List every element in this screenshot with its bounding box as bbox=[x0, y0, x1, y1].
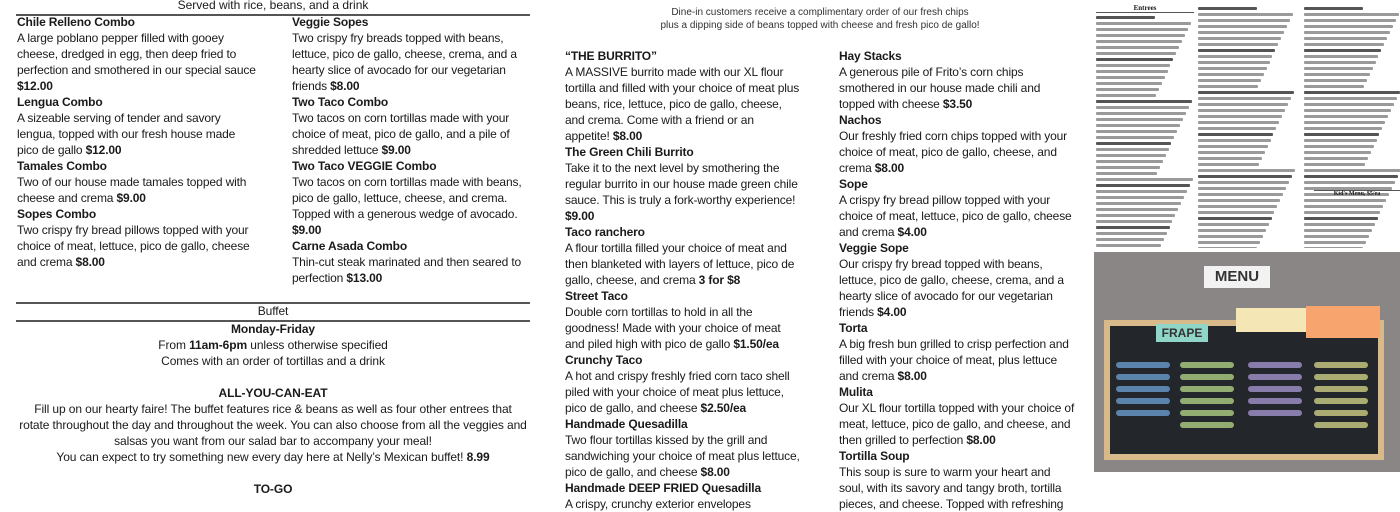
menu-item bbox=[292, 158, 528, 238]
thumb-text-line bbox=[1096, 184, 1190, 187]
item-price: $8.00 bbox=[75, 255, 105, 269]
menu-sign: MENU bbox=[1204, 266, 1270, 288]
thumb-text-line bbox=[1304, 151, 1371, 154]
thumb-text-line bbox=[1096, 94, 1156, 97]
thumb-text-line bbox=[1096, 82, 1162, 85]
buffet-heading: Buffet bbox=[257, 304, 289, 318]
thumb-text-line bbox=[1096, 34, 1185, 37]
item-name: Tortilla Soup bbox=[839, 449, 910, 463]
thumb-text-line bbox=[1096, 52, 1176, 55]
buffet-price: 8.99 bbox=[466, 450, 490, 464]
thumb-text-line bbox=[1304, 79, 1367, 82]
note-line-2: plus a dipping side of beans topped with cheese and fresh pico de gallo! bbox=[660, 20, 980, 31]
thumb-text-line bbox=[1096, 46, 1179, 49]
thumb-text-line bbox=[1304, 13, 1399, 16]
togo-title: TO-GO bbox=[253, 482, 293, 496]
item-name: Carne Asada Combo bbox=[292, 239, 408, 253]
thumb-text-line bbox=[1096, 238, 1164, 241]
thumb-kids-heading: Kid's Menu, $5/ea bbox=[1314, 190, 1400, 197]
thumb-text-line bbox=[1304, 115, 1388, 118]
item-name: Chile Relleno Combo bbox=[17, 15, 135, 29]
thumb-text-line bbox=[1198, 55, 1272, 58]
thumb-text-line bbox=[1198, 229, 1266, 232]
thumb-text-line bbox=[1304, 133, 1379, 136]
menu-item bbox=[839, 320, 1077, 384]
item-price: $9.00 bbox=[292, 223, 322, 237]
thumb-text-line bbox=[1304, 19, 1396, 22]
thumb-text-line bbox=[1096, 172, 1157, 175]
thumb-text-line bbox=[1096, 22, 1191, 25]
sodas-sign bbox=[1236, 308, 1306, 332]
smoothie-sign bbox=[1306, 306, 1380, 338]
item-description: A hot and crispy freshly fried corn taco shell piled with your choice of meat plus lettuce, pico de gallo, and cheese bbox=[565, 369, 790, 415]
thumb-text-line bbox=[1096, 154, 1166, 157]
chalk-list bbox=[1176, 356, 1238, 444]
thumb-text-line bbox=[1096, 160, 1163, 163]
thumb-column-2 bbox=[1198, 4, 1296, 248]
menu-thumbnails bbox=[1094, 0, 1400, 248]
item-price: $8.00 bbox=[966, 433, 996, 447]
item-price: $12.00 bbox=[85, 143, 122, 157]
item-description: A large poblano pepper filled with gooey cheese, dredged in egg, then deep fried to perfection and smothered in our special sauce bbox=[17, 31, 256, 77]
thumb-text-line bbox=[1198, 25, 1287, 28]
thumb-text-line bbox=[1096, 16, 1155, 19]
chalk-list bbox=[1310, 356, 1372, 444]
thumb-column-1 bbox=[1096, 4, 1194, 248]
item-price: $9.00 bbox=[116, 191, 146, 205]
menu-item bbox=[839, 48, 1077, 112]
menu-item bbox=[292, 94, 528, 158]
thumb-text-line bbox=[1304, 85, 1364, 88]
thumb-entrees-heading: Entrees bbox=[1096, 4, 1194, 13]
item-price: $3.50 bbox=[942, 97, 973, 111]
thumb-text-line bbox=[1096, 100, 1192, 103]
thumb-text-line bbox=[1096, 214, 1175, 217]
chalkboard-frame bbox=[1104, 320, 1384, 460]
thumb-text-line bbox=[1304, 73, 1370, 76]
item-price: $8.00 bbox=[612, 129, 643, 143]
thumb-text-line bbox=[1304, 31, 1390, 34]
item-description: Two tacos on corn tortillas made with your choice of meat, pico de gallo, and a pile of shredded lettuce bbox=[292, 111, 510, 157]
thumb-text-line bbox=[1198, 187, 1286, 190]
dine-in-note bbox=[555, 6, 1085, 32]
menu-item bbox=[565, 224, 801, 288]
item-description: Thin-cut steak marinated and then seared to perfection bbox=[292, 255, 522, 285]
thumb-text-line bbox=[1304, 97, 1397, 100]
thumb-text-line bbox=[1096, 226, 1170, 229]
thumb-text-line bbox=[1304, 199, 1386, 202]
thumb-text-line bbox=[1198, 169, 1295, 172]
item-description: A MASSIVE burrito made with our XL flour tortilla and filled with your choice of meat plus beans, rice, lettuce, pico de gallo, cheese, and crema. Come with a friend or an appetite! bbox=[565, 65, 800, 143]
item-price: $9.00 bbox=[381, 143, 411, 157]
menu-item bbox=[17, 206, 257, 270]
thumb-text-line bbox=[1198, 145, 1268, 148]
thumb-text-line bbox=[1304, 25, 1393, 28]
thumb-text-line bbox=[1198, 103, 1288, 106]
thumb-text-line bbox=[1198, 61, 1270, 64]
thumb-text-line bbox=[1096, 232, 1167, 235]
item-name: Street Taco bbox=[565, 289, 628, 303]
item-name: Lengua Combo bbox=[17, 95, 103, 109]
thumb-text-line bbox=[1304, 43, 1384, 46]
item-name: Veggie Sope bbox=[839, 241, 909, 255]
item-name: Handmade Quesadilla bbox=[565, 417, 688, 431]
item-name: Tamales Combo bbox=[17, 159, 107, 173]
buffet-hours: 11am-6pm bbox=[189, 338, 248, 352]
item-name: Sopes Combo bbox=[17, 207, 97, 221]
thumb-text-line bbox=[1198, 109, 1285, 112]
combos-column-2 bbox=[292, 14, 528, 286]
menu-item bbox=[565, 144, 801, 224]
item-name: Handmade DEEP FRIED Quesadilla bbox=[565, 481, 762, 495]
thumb-text-line bbox=[1304, 157, 1368, 160]
thumb-text-line bbox=[1198, 235, 1263, 238]
menu-item bbox=[565, 416, 801, 480]
thumb-text-line bbox=[1198, 217, 1272, 220]
thumb-text-line bbox=[1096, 178, 1193, 181]
menu-item bbox=[839, 112, 1077, 176]
thumb-text-line bbox=[1096, 112, 1186, 115]
item-price: $8.00 bbox=[330, 79, 360, 93]
thumb-text-line bbox=[1198, 85, 1258, 88]
thumb-text-line bbox=[1198, 211, 1274, 214]
item-description: A flour tortilla filled your choice of meat and then blanketed with layers of lettuce, pico de gallo, cheese, and crema bbox=[565, 241, 795, 287]
thumb-text-line bbox=[1096, 208, 1178, 211]
item-description: Take it to the next level by smothering the regular burrito in our house made green chile sauce. This is truly a fork-worthy experience! bbox=[565, 161, 798, 207]
ayce-text: Fill up on our hearty faire! The buffet features rice & beans as well as four other entrees that rotate throughout the day and throughout the week. You can also choose from all the veggies and salsas you want from our salad bar to accompany your meal! bbox=[19, 402, 527, 448]
item-description: A crispy, crunchy exterior envelopes bbox=[565, 497, 751, 511]
thumb-text-line bbox=[1096, 130, 1177, 133]
thumb-text-line bbox=[1198, 97, 1291, 100]
item-description: A big fresh bun grilled to crisp perfection and filled with your choice of meat, plus lettuce and crema bbox=[839, 337, 1069, 383]
thumb-text-line bbox=[1198, 181, 1289, 184]
menu-item bbox=[565, 480, 801, 512]
thumb-text-line bbox=[1198, 241, 1260, 244]
thumb-text-line bbox=[1198, 199, 1280, 202]
item-name: Two Taco Combo bbox=[292, 95, 389, 109]
thumb-text-line bbox=[1304, 7, 1363, 10]
menu-item bbox=[565, 288, 801, 352]
thumb-text-line bbox=[1304, 55, 1378, 58]
buffet-comes-with: Comes with an order of tortillas and a drink bbox=[161, 354, 385, 368]
thumb-text-line bbox=[1198, 139, 1271, 142]
item-name: Veggie Sopes bbox=[292, 15, 369, 29]
chalk-list bbox=[1244, 356, 1306, 444]
menu-item bbox=[17, 158, 257, 206]
item-name: Mulita bbox=[839, 385, 873, 399]
thumb-text-line bbox=[1198, 157, 1262, 160]
thumb-text-line bbox=[1198, 223, 1269, 226]
menu-item bbox=[839, 176, 1077, 240]
thumb-text-line bbox=[1304, 235, 1369, 238]
buffet-section bbox=[16, 321, 530, 497]
thumb-text-line bbox=[1198, 13, 1293, 16]
item-description: Double corn tortillas to hold in all the goodness! Made with your choice of meat and piled high with pico de gallo bbox=[565, 305, 781, 351]
menu-item bbox=[17, 14, 257, 94]
thumb-text-line bbox=[1304, 109, 1391, 112]
thumb-text-line bbox=[1096, 202, 1181, 205]
thumb-text-line bbox=[1198, 49, 1275, 52]
menu-item bbox=[17, 94, 257, 158]
thumb-text-line bbox=[1198, 79, 1261, 82]
thumb-text-line bbox=[1096, 190, 1187, 193]
expect-text: You can expect to try something new every day here at Nelly’s Mexican buffet! bbox=[56, 450, 467, 464]
thumb-text-line bbox=[1304, 61, 1376, 64]
thumb-text-line bbox=[1096, 244, 1161, 247]
item-price: 3 for $8 bbox=[698, 273, 741, 287]
item-description: A sizeable serving of tender and savory lengua, topped with our fresh house made pico de gallo bbox=[17, 111, 236, 157]
chalk-list bbox=[1112, 356, 1174, 444]
thumb-text-line bbox=[1304, 217, 1378, 220]
thumb-text-line bbox=[1304, 175, 1398, 178]
item-description: Two crispy fry bread pillows topped with your choice of meat, lettuce, pico de gallo, cheese and crema bbox=[17, 223, 250, 269]
item-description: Two crispy fry breads topped with beans, lettuce, pico de gallo, cheese, crema, and a hearty slice of avocado for our vegetarian friends bbox=[292, 31, 517, 93]
chalkboard bbox=[1110, 326, 1378, 454]
item-name: The Green Chili Burrito bbox=[565, 145, 694, 159]
menu-item bbox=[839, 448, 1077, 512]
item-price: $8.00 bbox=[700, 465, 730, 479]
thumb-text-line bbox=[1198, 247, 1257, 248]
item-description: Two of our house made tamales topped with cheese and crema bbox=[17, 175, 247, 205]
item-name: Nachos bbox=[839, 113, 882, 127]
menu-column-1 bbox=[565, 48, 801, 512]
thumb-text-line bbox=[1096, 196, 1184, 199]
item-price: $9.00 bbox=[565, 209, 595, 223]
thumb-text-line bbox=[1096, 118, 1183, 121]
thumb-text-line bbox=[1304, 67, 1373, 70]
menu-item bbox=[292, 238, 528, 286]
thumb-text-line bbox=[1096, 28, 1188, 31]
item-description: Our freshly fried corn chips topped with your choice of meat, pico de gallo, cheese, and crema bbox=[839, 129, 1068, 175]
menu-item bbox=[565, 48, 801, 144]
thumb-text-line bbox=[1096, 166, 1160, 169]
thumb-text-line bbox=[1304, 103, 1394, 106]
thumb-text-line bbox=[1096, 88, 1159, 91]
thumb-text-line bbox=[1198, 91, 1294, 94]
item-description: Our crispy fry bread topped with beans, lettuce, pico de gallo, cheese, crema, and a hearty slice of avocado for our vegetarian friends bbox=[839, 257, 1064, 319]
thumb-text-line bbox=[1096, 220, 1172, 223]
buffet-expect-line bbox=[16, 449, 530, 465]
item-name: “THE BURRITO” bbox=[565, 49, 657, 63]
thumb-text-line bbox=[1304, 229, 1372, 232]
thumb-text-line bbox=[1198, 31, 1284, 34]
menu-item bbox=[292, 14, 528, 94]
ayce-title: ALL-YOU-CAN-EAT bbox=[218, 386, 328, 400]
thumb-text-line bbox=[1304, 37, 1387, 40]
item-price: $12.00 bbox=[17, 79, 53, 93]
item-name: Two Taco VEGGIE Combo bbox=[292, 159, 437, 173]
thumb-text-line bbox=[1096, 58, 1173, 61]
item-name: Sope bbox=[839, 177, 868, 191]
thumb-text-line bbox=[1096, 106, 1189, 109]
thumb-text-line bbox=[1304, 241, 1366, 244]
thumb-text-line bbox=[1304, 247, 1363, 248]
item-name: Torta bbox=[839, 321, 868, 335]
item-name: Taco ranchero bbox=[565, 225, 645, 239]
thumb-text-line bbox=[1304, 169, 1400, 172]
thumb-text-line bbox=[1304, 205, 1383, 208]
menu-item bbox=[839, 384, 1077, 448]
thumb-text-line bbox=[1096, 70, 1168, 73]
thumb-text-line bbox=[1198, 121, 1279, 124]
thumb-text-line bbox=[1096, 148, 1169, 151]
item-name: Crunchy Taco bbox=[565, 353, 643, 367]
thumb-text-line bbox=[1304, 139, 1377, 142]
thumb-text-line bbox=[1198, 127, 1276, 130]
thumb-text-line bbox=[1096, 136, 1174, 139]
item-description: Two tacos on corn tortillas made with beans, pico de gallo, lettuce, cheese, and crema. Topped with a generous wedge of avocado. bbox=[292, 175, 522, 221]
thumb-text-line bbox=[1198, 67, 1267, 70]
thumb-text-line bbox=[1096, 76, 1165, 79]
thumb-text-line bbox=[1304, 121, 1385, 124]
thumb-text-line bbox=[1198, 205, 1277, 208]
thumb-text-line bbox=[1198, 175, 1292, 178]
thumb-text-line bbox=[1304, 49, 1381, 52]
thumb-text-line bbox=[1198, 163, 1259, 166]
thumb-text-line bbox=[1304, 127, 1382, 130]
thumb-text-line bbox=[1198, 37, 1281, 40]
hours-suffix: unless otherwise specified bbox=[247, 338, 388, 352]
item-description: Our XL flour tortilla topped with your choice of meat, lettuce, pico de gallo, and cheese, and then grilled to perfection bbox=[839, 401, 1075, 447]
thumb-text-line bbox=[1198, 19, 1290, 22]
frape-sign: FRAPE bbox=[1156, 324, 1208, 342]
item-name: Hay Stacks bbox=[839, 49, 902, 63]
item-description: A crispy fry bread pillow topped with your choice of meat, lettuce, pico de gallo, cheese and crema bbox=[839, 193, 1072, 239]
thumb-text-line bbox=[1198, 133, 1273, 136]
thumb-text-line bbox=[1198, 43, 1278, 46]
menu-column-2 bbox=[839, 48, 1077, 512]
thumb-text-line bbox=[1304, 145, 1374, 148]
item-price: $4.00 bbox=[897, 225, 927, 239]
thumb-text-line bbox=[1096, 64, 1170, 67]
item-description: A generous pile of Frito’s corn chips smothered in our house made chili and topped with cheese bbox=[839, 65, 1041, 111]
note-line-1: Dine-in customers receive a complimentary order of our fresh chips bbox=[671, 7, 969, 18]
served-note: Served with rice, beans, and a drink bbox=[177, 0, 369, 12]
buffet-days: Monday-Friday bbox=[230, 322, 316, 336]
thumb-text-line bbox=[1096, 142, 1171, 145]
thumb-text-line bbox=[1198, 193, 1283, 196]
thumb-text-line bbox=[1198, 151, 1265, 154]
thumb-text-line bbox=[1198, 115, 1282, 118]
thumb-text-line bbox=[1096, 40, 1182, 43]
thumb-text-line bbox=[1198, 7, 1257, 10]
combos-column-1 bbox=[17, 14, 257, 270]
item-description: This soup is sure to warm your heart and soul, with its savory and tangy broth, tortilla pieces, and cheese. Topped with refreshing bbox=[839, 465, 1064, 511]
item-price: $8.00 bbox=[874, 161, 905, 175]
thumb-column-3 bbox=[1304, 4, 1400, 248]
item-price: $2.50/ea bbox=[700, 401, 747, 415]
thumb-text-line bbox=[1096, 124, 1180, 127]
thumb-text-line bbox=[1304, 211, 1380, 214]
hours-prefix: From bbox=[158, 338, 190, 352]
item-price: $1.50/ea bbox=[733, 337, 779, 351]
menu-item bbox=[565, 352, 801, 416]
item-price: $8.00 bbox=[897, 369, 927, 383]
item-price: $4.00 bbox=[877, 305, 907, 319]
thumb-text-line bbox=[1304, 163, 1365, 166]
item-description: Two flour tortillas kissed by the grill and sandwiching your choice of meat plus lettuce, pico de gallo, and cheese bbox=[565, 433, 800, 479]
menu-board-photo bbox=[1094, 252, 1400, 472]
menu-item bbox=[839, 240, 1077, 320]
thumb-text-line bbox=[1198, 73, 1264, 76]
thumb-text-line bbox=[1304, 91, 1400, 94]
thumb-text-line bbox=[1304, 181, 1395, 184]
item-price: $13.00 bbox=[346, 271, 383, 285]
thumb-text-line bbox=[1304, 223, 1375, 226]
buffet-hours-line bbox=[16, 337, 530, 353]
